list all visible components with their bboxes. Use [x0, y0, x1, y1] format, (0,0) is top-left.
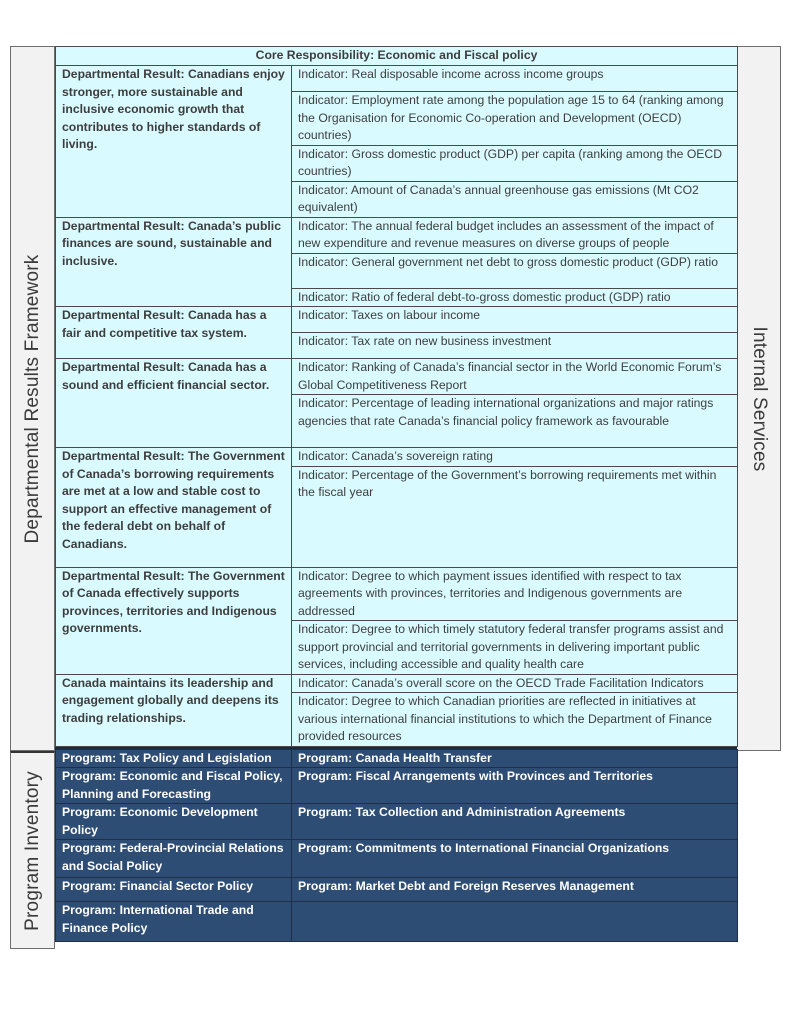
indicator-cell: Indicator: Tax rate on new business investment [292, 333, 738, 359]
indicator-row [56, 674, 738, 693]
program-cell-right [292, 749, 738, 768]
program-cell-right [292, 768, 738, 804]
program-cell-right-text: Program: Canada Health Transfer [298, 750, 492, 765]
program-cell-right-text: Program: Tax Collection and Administration Agreements [298, 805, 626, 819]
program-cell-right [292, 902, 738, 942]
indicator-cell: Indicator: Real disposable income across income groups [292, 66, 738, 92]
departmental-results-framework-label: Departmental Results Framework [21, 254, 43, 543]
indicator-cell: Indicator: Percentage of leading international organizations and major ratings agencies that rate Canada’s financial policy framework as favourable [292, 395, 738, 448]
indicator-cell: Indicator: Degree to which Canadian priorities are reflected in initiatives at various international financial institutions to which the Department of Finance provided resources [292, 693, 738, 747]
program-row [56, 878, 738, 902]
indicator-row [56, 567, 738, 621]
core-responsibility-header: Core Responsibility: Economic and Fiscal policy [56, 47, 738, 66]
indicator-cell: Indicator: The annual federal budget includes an assessment of the impact of new expenditure and revenue measures on diverse groups of people [292, 217, 738, 253]
departmental-result-cell: Departmental Result: Canada has a fair and competitive tax system. [56, 307, 292, 359]
program-row [56, 768, 738, 804]
indicator-cell: Indicator: Canada’s overall score on the OECD Trade Facilitation Indicators [292, 674, 738, 693]
program-cell-left: Program: Tax Policy and Legislation [56, 749, 292, 768]
departmental-results-table [55, 46, 738, 747]
program-row [56, 902, 738, 942]
indicator-cell: Indicator: Ranking of Canada’s financial sector in the World Economic Forum’s Global Competitiveness Report [292, 359, 738, 395]
indicator-row [56, 359, 738, 395]
indicator-row [56, 307, 738, 333]
indicator-cell: Indicator: Gross domestic product (GDP) per capita (ranking among the OECD countries) [292, 145, 738, 181]
program-inventory-table [55, 749, 738, 943]
program-row [56, 804, 738, 840]
program-row [56, 840, 738, 878]
internal-services-panel [736, 46, 781, 751]
program-cell-left: Program: Financial Sector Policy [56, 878, 292, 902]
indicator-cell: Indicator: Employment rate among the population age 15 to 64 (ranking among the Organisation for Economic Co-operation and Development (OECD) countries) [292, 92, 738, 146]
departmental-result-cell: Departmental Result: Canada’s public finances are sound, sustainable and inclusive. [56, 217, 292, 307]
program-cell-right-text: Program: Commitments to International Financial Organizations [298, 841, 670, 855]
indicator-cell: Indicator: Degree to which payment issues identified with respect to tax agreements with provinces, territories and Indigenous governments are addressed [292, 567, 738, 621]
indicator-cell: Indicator: Ratio of federal debt-to-gross domestic product (GDP) ratio [292, 288, 738, 307]
departmental-result-cell: Canada maintains its leadership and engagement globally and deepens its trading relationships. [56, 674, 292, 746]
program-cell-right-text: Program: Market Debt and Foreign Reserves Management [298, 879, 634, 893]
departmental-result-cell: Departmental Result: Canada has a sound and efficient financial sector. [56, 359, 292, 448]
core-responsibility-row [56, 47, 738, 66]
program-inventory-label: Program Inventory [21, 770, 43, 931]
indicator-cell: Indicator: Taxes on labour income [292, 307, 738, 333]
departmental-result-cell: Departmental Result: Canadians enjoy stronger, more sustainable and inclusive economic growth that contributes to higher standards of living. [56, 66, 292, 218]
indicator-cell: Indicator: Degree to which timely statutory federal transfer programs assist and support provincial and territorial governments in delivering important public services, including accessible and quality health care [292, 621, 738, 675]
program-row [56, 749, 738, 768]
indicator-cell: Indicator: Canada’s sovereign rating [292, 448, 738, 467]
departmental-result-cell: Departmental Result: The Government of Canada effectively supports provinces, territories and Indigenous governments. [56, 567, 292, 674]
program-cell-right-text: Program: Fiscal Arrangements with Provinces and Territories [298, 769, 653, 783]
indicator-row [56, 217, 738, 253]
framework-table-container [55, 46, 737, 942]
indicator-cell: Indicator: General government net debt to gross domestic product (GDP) ratio [292, 253, 738, 288]
indicator-cell: Indicator: Percentage of the Government’s borrowing requirements met within the fiscal year [292, 466, 738, 567]
program-cell-left: Program: Federal-Provincial Relations and Social Policy [56, 840, 292, 878]
program-inventory-panel [10, 751, 55, 949]
indicator-row [56, 66, 738, 92]
program-cell-left: Program: International Trade and Finance Policy [56, 902, 292, 942]
program-cell-left: Program: Economic Development Policy [56, 804, 292, 840]
program-cell-right [292, 804, 738, 840]
program-cell-right [292, 840, 738, 878]
departmental-results-framework-panel [10, 46, 55, 751]
program-cell-left: Program: Economic and Fiscal Policy, Planning and Forecasting [56, 768, 292, 804]
departmental-result-cell: Departmental Result: The Government of Canada’s borrowing requirements are met at a low and stable cost to support an effective management of the federal debt on behalf of Canadians. [56, 448, 292, 568]
internal-services-label: Internal Services [748, 326, 770, 471]
indicator-row [56, 448, 738, 467]
program-cell-right [292, 878, 738, 902]
indicator-cell: Indicator: Amount of Canada’s annual greenhouse gas emissions (Mt CO2 equivalent) [292, 181, 738, 217]
